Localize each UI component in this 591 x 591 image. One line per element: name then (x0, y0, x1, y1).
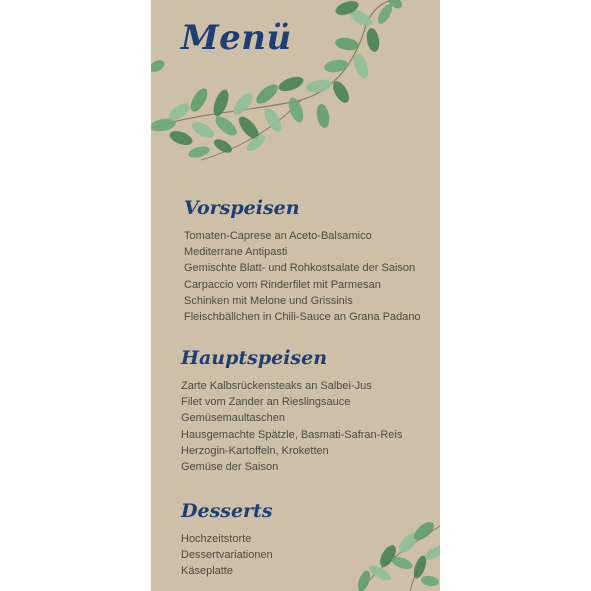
dish-item: Hochzeitstorte (181, 533, 252, 545)
dish-item: Schinken mit Melone und Grissinis (184, 294, 353, 307)
dish-list (181, 531, 440, 580)
dish-item: Fleischbällchen in Chili-Sauce an Grana Padano (184, 311, 421, 324)
dish-item: Tomaten-Caprese an Aceto-Balsamico (184, 230, 372, 242)
dish-item: Hausgemachte Spätzle, Basmati-Safran-Reis (181, 428, 403, 441)
menu-card (151, 0, 440, 591)
dish-list (184, 228, 440, 325)
dish-item: Herzogin-Kartoffeln, Kroketten (181, 444, 329, 457)
dish-item: Gemüse der Saison (181, 461, 279, 474)
section-hauptspeisen (151, 347, 440, 475)
dish-item: Gemischte Blatt- und Rohkostsalate der Saison (184, 262, 416, 275)
dish-item: Gemüsemaultaschen (181, 412, 285, 425)
section-heading: Hauptspeisen (181, 347, 328, 369)
dish-item: Dessertvariationen (181, 549, 273, 562)
dish-list (181, 378, 440, 475)
dish-item: Käseplatte (181, 565, 233, 578)
dish-item: Filet vom Zander an Rieslingsauce (181, 396, 351, 409)
section-heading: Vorspeisen (184, 197, 300, 219)
menu-title: Menü (181, 18, 292, 58)
section-heading: Desserts (181, 500, 273, 522)
dish-item: Carpaccio vom Rinderfilet mit Parmesan (184, 278, 381, 291)
dish-item: Zarte Kalbsrückensteaks an Salbei-Jus (181, 380, 372, 392)
section-vorspeisen (151, 197, 440, 325)
dish-item: Mediterrane Antipasti (184, 246, 288, 259)
section-desserts (151, 500, 440, 580)
